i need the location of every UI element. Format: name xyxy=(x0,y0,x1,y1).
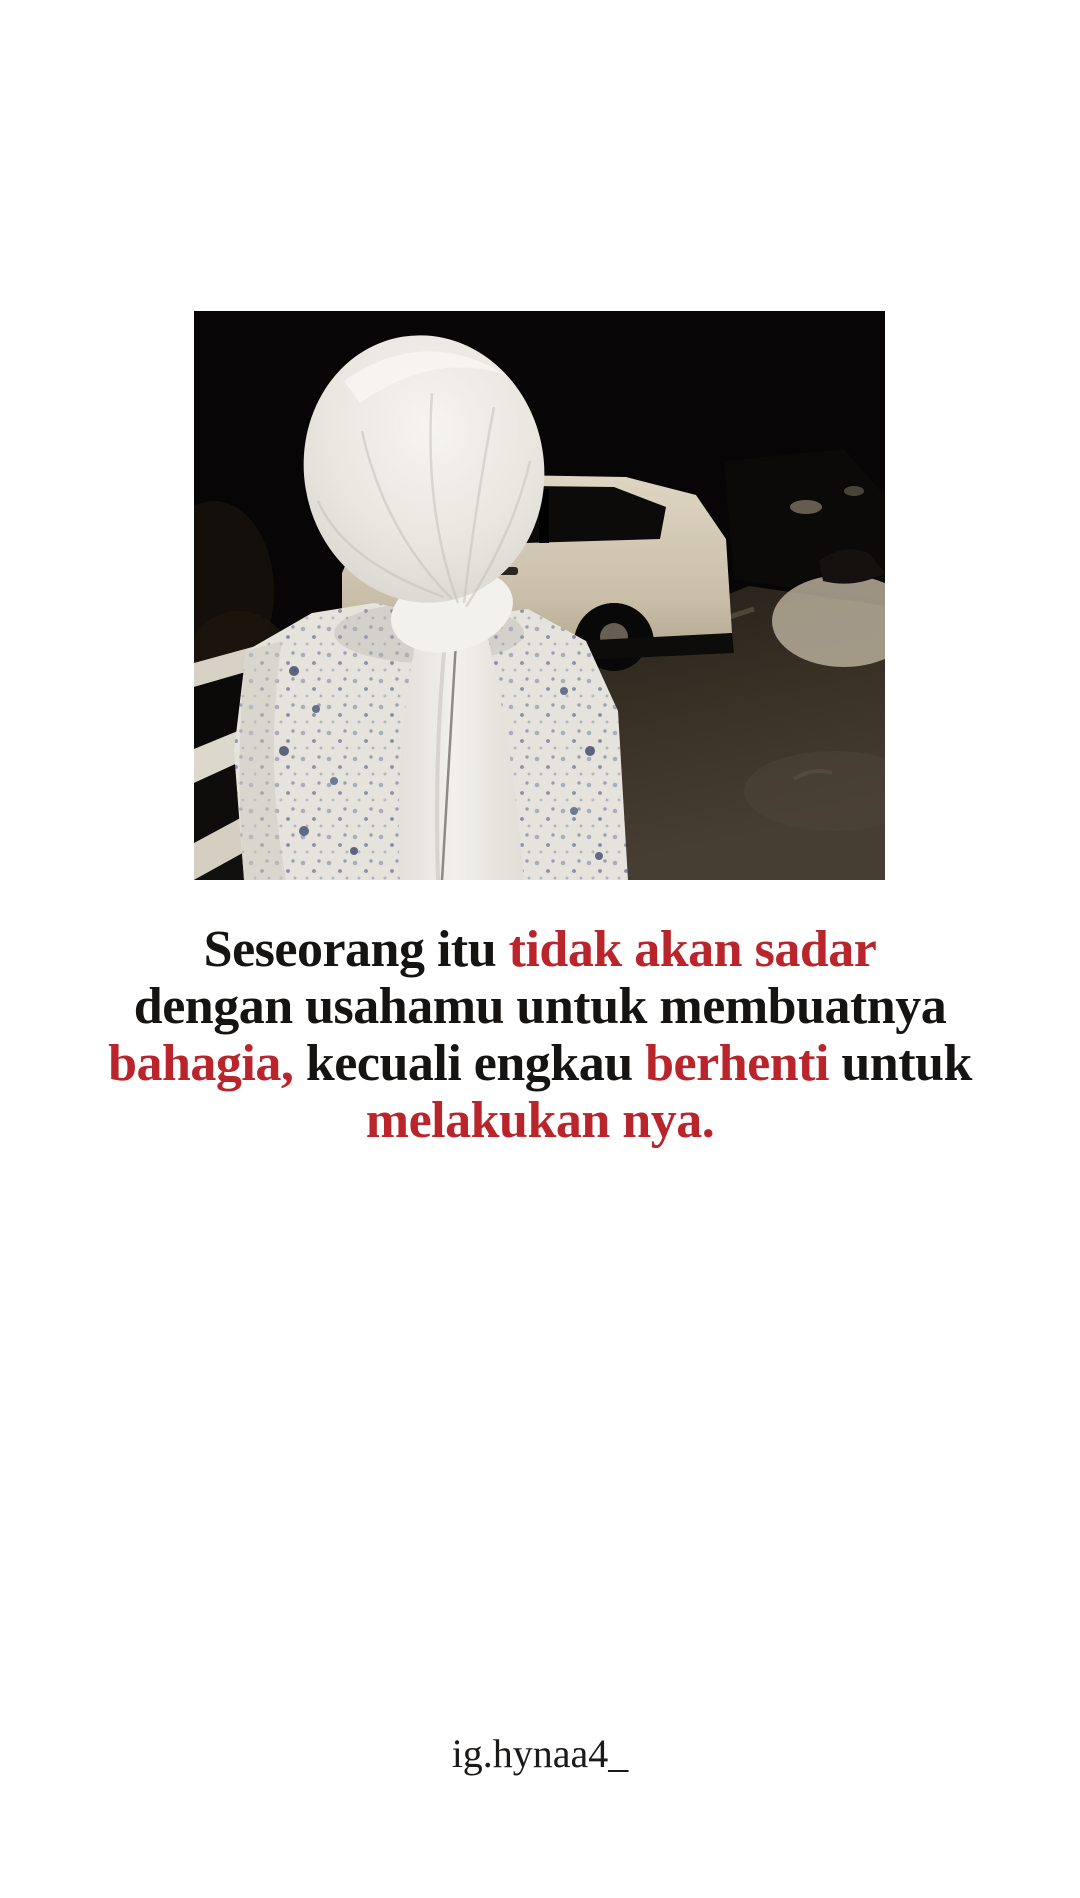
photo-illustration xyxy=(194,311,885,880)
quote-segment: dengan usahamu untuk membuatnya xyxy=(133,978,947,1035)
hijab-night-photo xyxy=(194,311,885,880)
quote-segment: untuk xyxy=(828,1035,972,1092)
car-glint xyxy=(844,486,864,496)
quote-line xyxy=(0,1092,1080,1149)
quote-segment: kecuali engkau xyxy=(293,1035,646,1092)
quote-segment-accent: berhenti xyxy=(645,1035,829,1092)
quote-segment-accent: bahagia, xyxy=(108,1035,294,1092)
quote-segment-accent: melakukan nya. xyxy=(365,1092,715,1149)
quote-line xyxy=(0,978,1080,1035)
quote-line xyxy=(0,921,1080,978)
quote-line xyxy=(0,1035,1080,1092)
car-glint xyxy=(790,500,822,514)
instagram-handle: ig.hynaa4_ xyxy=(451,1731,629,1776)
quote-segment: Seseorang itu xyxy=(203,921,509,978)
quote-segment-accent: tidak akan sadar xyxy=(508,921,877,978)
quote-text xyxy=(0,921,1080,1149)
